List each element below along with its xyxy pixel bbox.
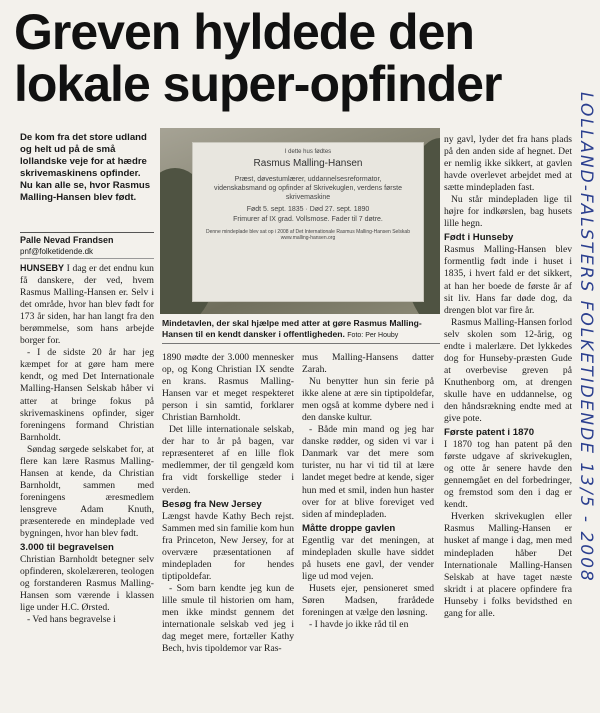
byline (20, 232, 154, 259)
photo-credit (347, 332, 398, 339)
paragraph: - Som barn kendte jeg kun de lille smule til historien om ham, men ikke mindst gennem det internationale selskab ved jeg i dag meget mere, fortæller Kathy Bech, hvis tipoldemor var Ras- (162, 582, 294, 655)
paragraph: - Ved hans begravelse i (27, 614, 116, 626)
memorial-plaque (192, 142, 424, 302)
paragraph: ny gavl, lyder det fra hans plads på den anden side af hegnet. Det er nemlig ikke sikkert, at gavlen havde overlevet arbejdet med at sætte mindepladen fast. (444, 134, 572, 194)
paragraph: Længst havde Kathy Bech rejst. Sammen med sin familie kom hun fra Princeton, New Jersey, for at overvære præsentationen af mindepladen for hendes tiptipoldefar. (162, 510, 294, 582)
plaque-photo (160, 128, 440, 314)
paragraph: Husets ejer, pensioneret smed Søren Madsen, frarådede foreningen at vælge den løsning. (302, 582, 434, 618)
subheading: Besøg fra New Jersey (162, 498, 262, 510)
paragraph: Søndag sørgede selskabet for, at flere kan lære Rasmus Malling-Hansen at kende, da Christian Barnholdt, sammen med foreningens æresmedlem lensgreve Adam Knuth, præsenterede en mindeplade ved bygningen, hvor han blev født. (20, 443, 154, 540)
paragraph: 1890 mødte der 3.000 mennesker op, og Kong Christian IX sendte en krans. Rasmus Malling-Hansen var et meget respekteret person i sin samtid, forklarer Christian Barnholdt. (162, 352, 294, 424)
photo-caption (162, 318, 440, 344)
article-column-1 (20, 262, 154, 626)
paragraph: Egentlig var det meningen, at mindepladen skulle have siddet på husets ene gavl, der vender lige ud mod vejen. (302, 534, 434, 582)
paragraph: Nu benytter hun sin ferie på ikke alene at ære sin tiptipoldefar, men også at komme dybere ned i den danske kultur. (302, 376, 434, 424)
headline: Greven hyldede den lokale super-opfinder (14, 4, 502, 112)
paragraph: Det lille internationale selskab, der har to år på bagen, var repræsenteret af en lille flok medlemmer, der til gengæld kom fra vidt forskellige steder i verden. (162, 424, 294, 496)
subheading: Måtte droppe gavlen (302, 522, 396, 534)
article-column-2 (162, 352, 294, 655)
plaque-intro: I dette hus fødtes (284, 149, 332, 155)
credit-label: Foto: (347, 332, 364, 339)
plaque-note: Frimurer af IX grad. Vollsmose. Fader til 7 døtre. (233, 216, 383, 223)
paragraph: Rasmus Malling-Hansen forlod selv skolen som 12-årig, og endte i malerlære. Det lykkedes dog for Hunseby-præsten Gude at overbevise greven på Knuthenborg om, at drengen skulle have en uddannelse, og den håndsrækning endte med at give pote. (444, 316, 572, 425)
subheading: 3.000 til begravelsen (20, 542, 114, 554)
handwritten-note-text: LOLLAND-FALSTERS FOLKETIDENDE 13/5 - 2008 (576, 92, 596, 583)
lead-paragraph: De kom fra det store udland og helt ud på de små lollandske veje for at hædre skrivemaskinens opfinder. Nu kan alle se, hvor Rasmus Malling-Hansen blev født. (20, 132, 151, 203)
article-column-3 (302, 352, 434, 631)
author-name: Palle Nevad Frandsen (20, 235, 114, 245)
paragraph: - I de sidste 20 år har jeg kæmpet for at gøre ham mere kendt, og med Det Internationale Malling-Hansen Selskab håber vi atter at bringe fokus på skrivemaskinens opfinder, siger foreningens formand Christian Barnholdt. (20, 347, 154, 443)
paragraph: - I havde jo ikke råd til en (309, 618, 409, 630)
paragraph (20, 262, 154, 347)
plaque-dates: Født 5. sept. 1835 · Død 27. sept. 1890 (246, 206, 370, 213)
plaque-description: Præst, døvestumlærer, uddannelsesreformator, videnskabsmand og opfinder af Skrivekuglen, verdens første skrivemaskine (214, 176, 402, 201)
credit-name: Per Houby (365, 332, 399, 339)
paragraph: - Både min mand og jeg har danske rødder, og siden vi var i Danmark var det mere som turister, nu har vi tid til at lære landet meget bedre at kende, siger hun med et smil, inden hun haster over for at blive foreviget ved siden af mindepladen. (302, 424, 434, 520)
dateline: HUNSEBY (20, 263, 65, 273)
article-column-4 (444, 134, 572, 620)
author-email: pnf@folketidende.dk (20, 247, 94, 256)
paragraph-text: I dag er det endnu kun få danskere, der ved, hvem Rasmus Malling-Hansen er. Selv i det område, hvor han blev født for 173 år siden, har han langt fra den berømmelse, som hans arbejde borger for. (20, 263, 154, 347)
subheading: Første patent i 1870 (444, 427, 535, 439)
paragraph: Christian Barnholdt betegner selv opfinderen, skolelæreren, teologen og forstanderen Rasmus Malling-Hansen som værende i klassen lige under H.C. Ørsted. (20, 554, 154, 614)
paragraph: Rasmus Malling-Hansen blev formentlig født inde i huset i 1835, i hvert fald er det sikkert, at han her boede de første år af sit liv. Hans far døde dog, da drengen blot var fire år. (444, 244, 572, 316)
plaque-name: Rasmus Malling-Hansen (253, 158, 363, 169)
caption-text: Mindetavlen, der skal hjælpe med atter at gøre Rasmus Malling-Hansen til en kendt dansker i offentligheden. (162, 318, 422, 339)
subheading: Født i Hunseby (444, 232, 514, 244)
paragraph: Hverken skrivekuglen eller Rasmus Malling-Hansen er husket af mange i dag, men med mindepladen håber Det Internationale Malling-Hansen Selskab at have taget næste skridt i at placere opfindere fra Hunseby i folks bevidsthed en gang for alle. (444, 511, 572, 619)
paragraph: Nu står mindepladen lige til højre for indkørslen, bag husets lille hegn. (444, 194, 572, 230)
paragraph: mus Malling-Hansens datter Zarah. (302, 352, 434, 376)
paragraph: I 1870 tog han patent på den første udgave af skrivekuglen, og otte år senere havde den gennemgået en del forbedringer, og fremstod som den i dag er kendt. (444, 439, 572, 511)
plaque-footer: Denne mindeplade blev sat op i 2008 af Det Internationale Rasmus Malling-Hansen Selskab www.malling-hansen.org (205, 229, 410, 241)
